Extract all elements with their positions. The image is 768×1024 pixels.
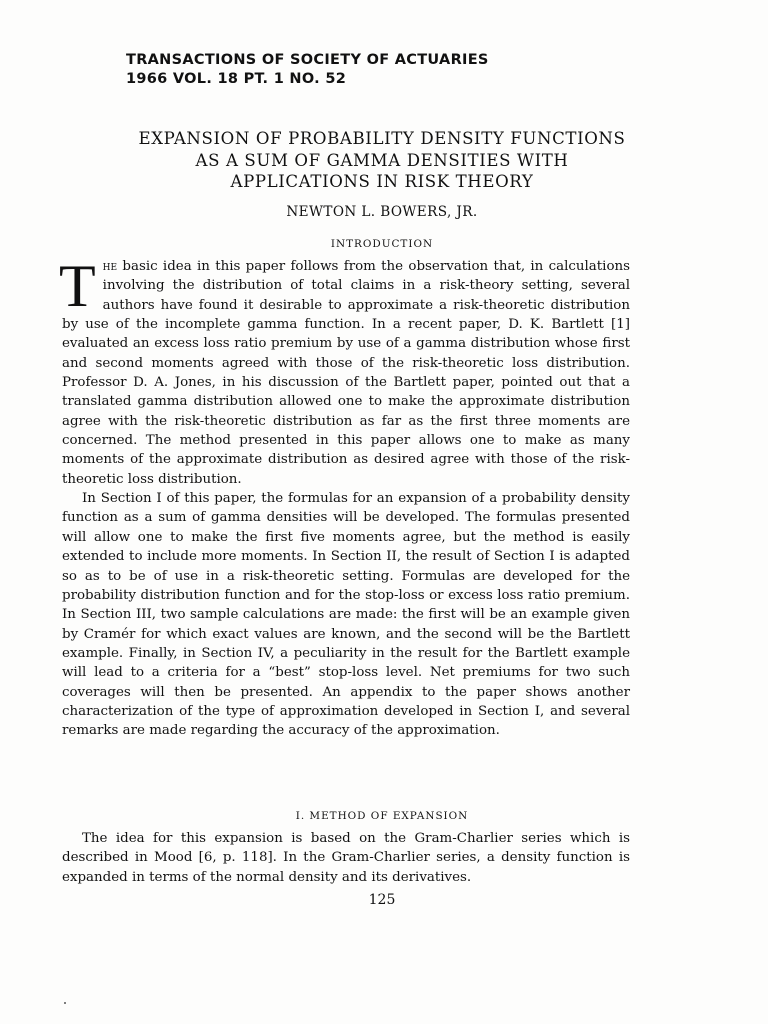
introduction-body <box>59 253 630 741</box>
author-name: NEWTON L. BOWERS, JR. <box>286 204 478 220</box>
section-1-body <box>62 829 630 887</box>
journal-header <box>126 51 489 89</box>
section-1-heading: I. METHOD OF EXPANSION <box>295 810 469 822</box>
introduction-heading: INTRODUCTION <box>330 238 434 250</box>
section-1-paragraph-1: The idea for this expansion is based on the Gram-Charlier series which is described in Mood [6, p. 118]. In the Gram-Charlier series, a density function is expanded in terms of the normal density and its derivatives. <box>62 831 630 885</box>
paragraph-text: basic idea in this paper follows from the observation that, in calculations involving the distribution of total claims in a risk-theory setting, several authors have found it desirable to approximate a risk-theoretic distribution by use of the incomplete gamma function. In a recent paper, D. K. Bartlett [1] evaluated an excess loss ratio premium by use of a gamma distribution whose first and second moments agreed with those of the risk-theoretic loss distribution. Professor D. A. Jones, in his discussion of the Bartlett paper, pointed out that a translated gamma distribution allowed one to make the approximate distribution agree with the risk-theoretic distribution as far as the first three moments are concerned. The method presented in this paper allows one to make as many moments of the approximate distribution as desired agree with those of the risk-theoretic loss distribution. <box>62 259 630 487</box>
introduction-paragraph-1 <box>59 253 630 489</box>
title-line-2: AS A SUM OF GAMMA DENSITIES WITH <box>195 150 569 170</box>
scan-speck <box>64 1002 66 1004</box>
introduction-paragraph-2: In Section I of this paper, the formulas for an expansion of a probability density function as a sum of gamma densities will be developed. The formulas presented will allow one to make the first five moments agree, but the method is easily extended to include more moments. In Section II, the result of Section I is adapted so as to be of use in a risk-theoretic setting. Formulas are developed for the probability distribution function and for the stop-loss or excess loss ratio premium. In Section III, two sample calculations are made: the first will be an example given by Cramér for which exact values are known, and the second will be the Bartlett example. Finally, in Section IV, a peculiarity in the result for the Bartlett example will lead to a criteria for a “best” stop-loss level. Net premiums for two such coverages will then be presented. An appendix to the paper shows another characterization of the type of approximation developed in Section I, and several remarks are made regarding the accuracy of the approximation. <box>62 491 630 739</box>
title-line-1: EXPANSION OF PROBABILITY DENSITY FUNCTIONS <box>138 129 626 148</box>
journal-volume: 1966 VOL. 18 PT. 1 NO. 52 <box>126 71 347 87</box>
journal-name: TRANSACTIONS OF SOCIETY OF ACTUARIES <box>126 52 489 68</box>
paper-title <box>40 128 724 193</box>
title-line-3: APPLICATIONS IN RISK THEORY <box>230 172 534 191</box>
page-number: 125 <box>368 892 396 908</box>
drop-cap-lead: he <box>102 259 118 274</box>
drop-cap: T <box>59 253 96 319</box>
